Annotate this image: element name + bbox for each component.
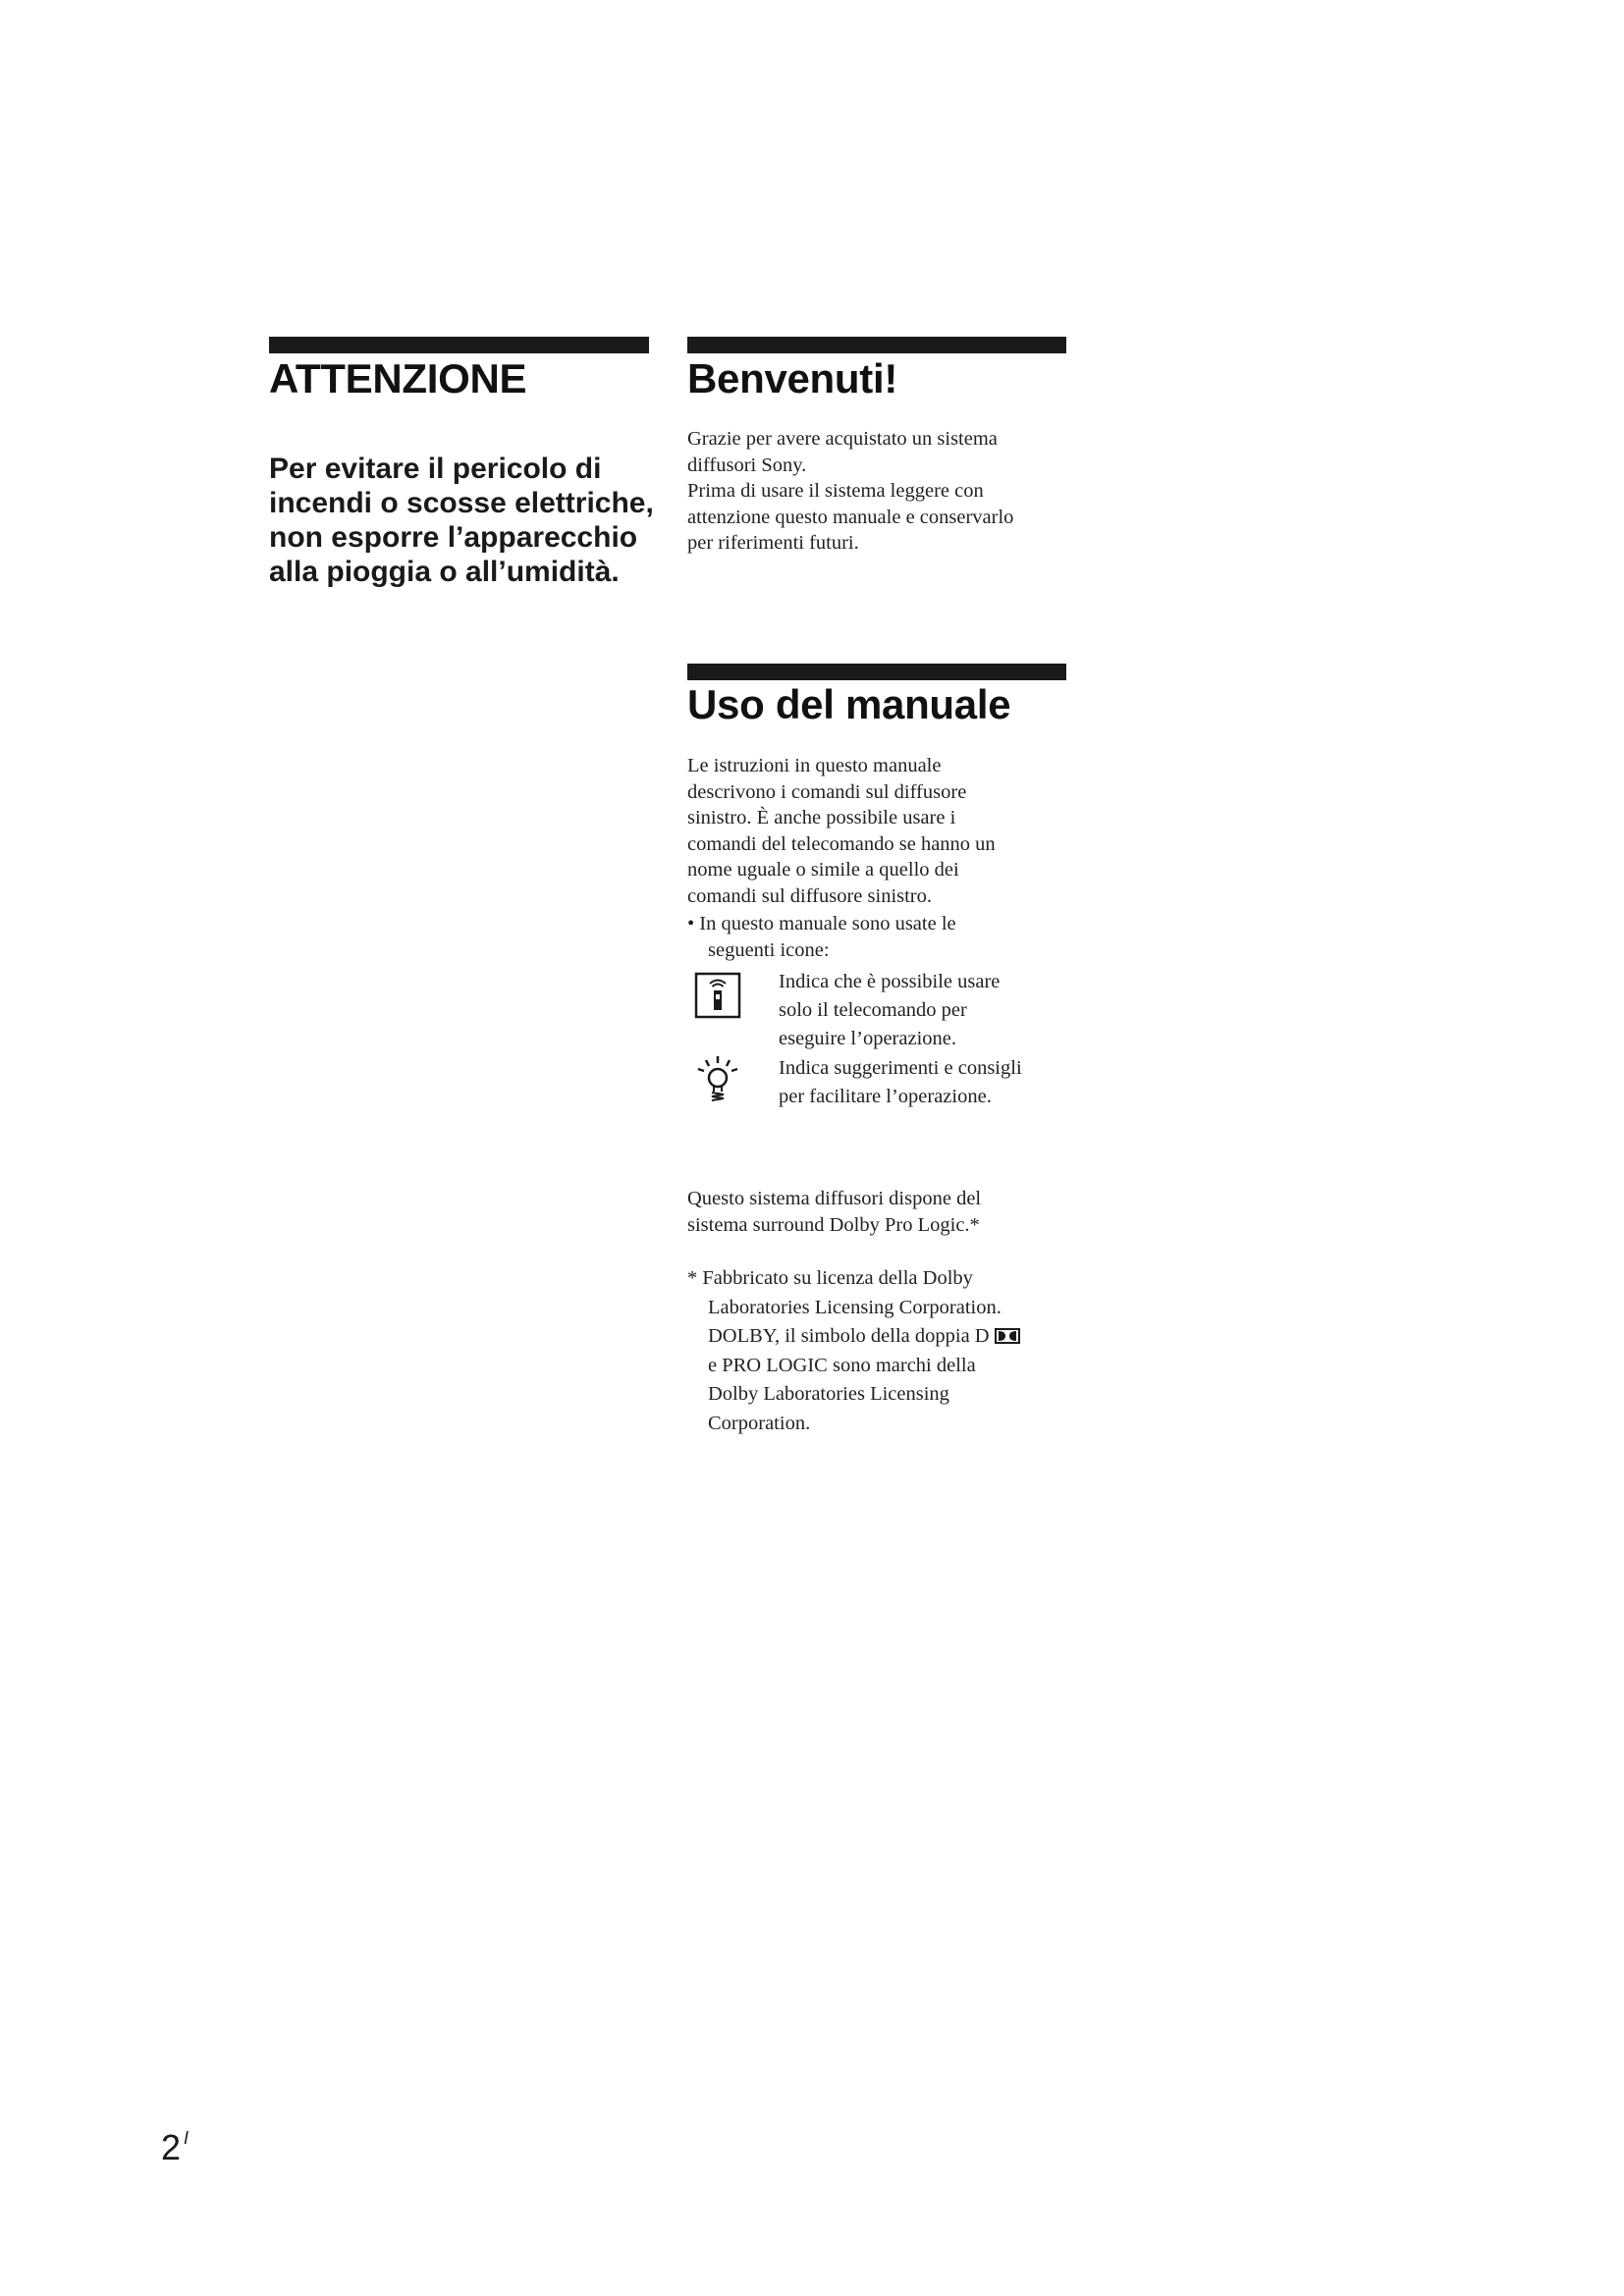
intro-line: sinistro. È anche possibile usare i bbox=[687, 807, 956, 828]
manual-intro-paragraph bbox=[687, 753, 996, 963]
page-language-marker: I bbox=[184, 2128, 189, 2148]
footnote-line: DOLBY, il simbolo della doppia D bbox=[708, 1325, 995, 1347]
remote-icon-description bbox=[779, 968, 1000, 1053]
footnote-line: Corporation. bbox=[708, 1412, 811, 1434]
welcome-line: diffusori Sony. bbox=[687, 454, 807, 476]
footnote-line: e PRO LOGIC sono marchi della bbox=[708, 1354, 976, 1376]
attenzione-rule bbox=[269, 337, 649, 353]
benvenuti-rule bbox=[687, 337, 1066, 353]
bullet-line-continuation: seguenti icone: bbox=[708, 938, 830, 961]
intro-line: comandi del telecomando se hanno un bbox=[687, 832, 996, 855]
icon-line: eseguire l’operazione. bbox=[779, 1028, 956, 1049]
icon-line: Indica che è possibile usare bbox=[779, 971, 1001, 992]
manuale-rule bbox=[687, 664, 1066, 680]
dolby-double-d-icon bbox=[995, 1328, 1020, 1344]
warning-line: Per evitare il pericolo di bbox=[269, 453, 602, 485]
attenzione-heading: ATTENZIONE bbox=[269, 355, 527, 401]
welcome-line: Prima di usare il sistema leggere con bbox=[687, 480, 984, 502]
footnote-line-with-logo bbox=[687, 1322, 1020, 1352]
page-number-value: 2 bbox=[161, 2127, 182, 2167]
intro-line: comandi sul diffusore sinistro. bbox=[687, 884, 933, 907]
dolby-line: sistema surround Dolby Pro Logic.* bbox=[687, 1213, 980, 1236]
welcome-paragraph bbox=[687, 426, 1013, 557]
welcome-line: attenzione questo manuale e conservarlo bbox=[687, 506, 1014, 528]
intro-line: Le istruzioni in questo manuale bbox=[687, 755, 942, 776]
warning-line: alla pioggia o all’umidità. bbox=[269, 556, 620, 588]
dolby-paragraph bbox=[687, 1186, 981, 1238]
footnote-line: * Fabbricato su licenza della Dolby bbox=[687, 1267, 973, 1289]
remote-control-icon bbox=[694, 972, 741, 1019]
warning-line: incendi o scosse elettriche, bbox=[269, 487, 654, 519]
icon-line: per facilitare l’operazione. bbox=[779, 1086, 992, 1107]
safety-warning bbox=[269, 452, 662, 589]
benvenuti-heading: Benvenuti! bbox=[687, 355, 898, 401]
light-bulb-icon bbox=[694, 1054, 741, 1101]
footnote-line: Laboratories Licensing Corporation. bbox=[708, 1296, 1001, 1318]
dolby-line: Questo sistema diffusori dispone del bbox=[687, 1188, 982, 1209]
icon-line: Indica suggerimenti e consigli bbox=[779, 1057, 1022, 1079]
dolby-footnote bbox=[687, 1264, 1020, 1438]
intro-line: descrivono i comandi sul diffusore bbox=[687, 780, 967, 803]
uso-del-manuale-heading: Uso del manuale bbox=[687, 681, 1011, 727]
intro-line: nome uguale o simile a quello dei bbox=[687, 859, 959, 881]
welcome-line: Grazie per avere acquistato un sistema bbox=[687, 428, 998, 450]
bullet-line: • In questo manuale sono usate le bbox=[687, 913, 956, 934]
footnote-line: Dolby Laboratories Licensing bbox=[708, 1383, 949, 1405]
icon-line: solo il telecomando per bbox=[779, 999, 967, 1021]
tips-icon-description bbox=[779, 1054, 1022, 1111]
page-number bbox=[161, 2118, 189, 2167]
warning-line: non esporre l’apparecchio bbox=[269, 521, 638, 554]
welcome-line: per riferimenti futuri. bbox=[687, 532, 859, 554]
